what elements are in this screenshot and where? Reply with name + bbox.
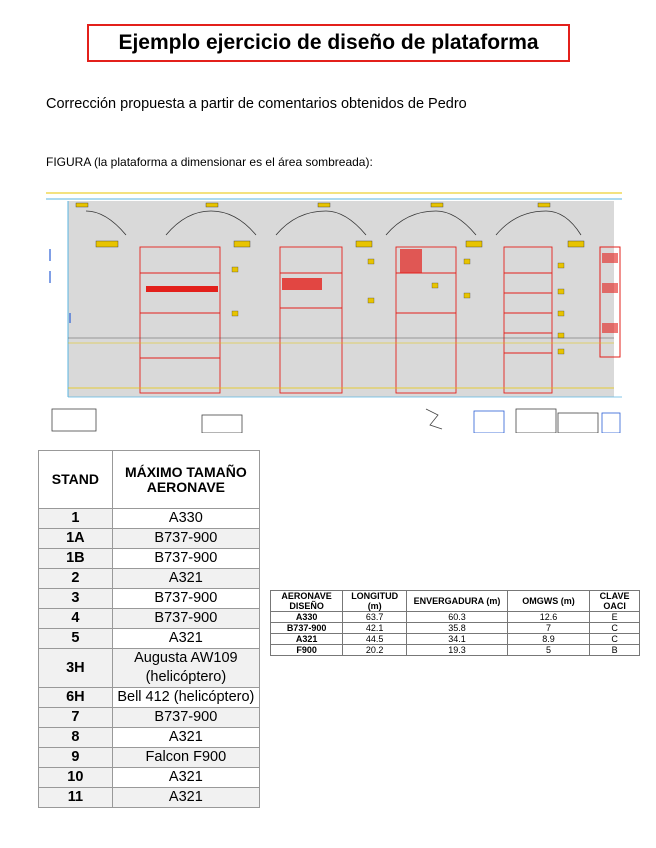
- stand-aircraft-cell: B737-900: [112, 589, 259, 609]
- spec-cell: 20.2: [343, 645, 407, 656]
- stand-row: [39, 529, 260, 549]
- spec-row: [271, 623, 640, 634]
- stand-row: [39, 788, 260, 808]
- spec-cell: C: [590, 634, 640, 645]
- spec-cell: E: [590, 612, 640, 623]
- stand-id-cell: 1B: [39, 549, 113, 569]
- stand-aircraft-cell: A321: [112, 569, 259, 589]
- spec-row: [271, 612, 640, 623]
- spec-cell: 8.9: [507, 634, 589, 645]
- stand-row: [39, 768, 260, 788]
- spec-cell: F900: [271, 645, 343, 656]
- document-title: [87, 24, 570, 62]
- stand-id-cell: 4: [39, 609, 113, 629]
- spec-cell: 35.8: [407, 623, 508, 634]
- stand-aircraft-cell: A321: [112, 728, 259, 748]
- spec-cell: 34.1: [407, 634, 508, 645]
- stand-id-cell: 1A: [39, 529, 113, 549]
- spec-cell: A330: [271, 612, 343, 623]
- max-aircraft-header: MÁXIMO TAMAÑO AERONAVE: [112, 451, 259, 509]
- stand-row: [39, 728, 260, 748]
- stand-id-cell: 5: [39, 629, 113, 649]
- stand-id-cell: 7: [39, 708, 113, 728]
- spec-cell: 63.7: [343, 612, 407, 623]
- stand-row: [39, 549, 260, 569]
- stand-aircraft-cell: B737-900: [112, 708, 259, 728]
- aircraft-spec-table: [270, 590, 640, 656]
- spec-cell: 44.5: [343, 634, 407, 645]
- stand-id-cell: 2: [39, 569, 113, 589]
- stand-row: [39, 609, 260, 629]
- stand-row: [39, 649, 260, 688]
- spec-cell: 42.1: [343, 623, 407, 634]
- spec-header-icao-code: CLAVE OACI: [590, 591, 640, 612]
- spec-cell: B: [590, 645, 640, 656]
- stand-aircraft-cell: Falcon F900: [112, 748, 259, 768]
- stand-row: [39, 688, 260, 708]
- spec-row: [271, 645, 640, 656]
- spec-cell: 12.6: [507, 612, 589, 623]
- stand-id-cell: 3: [39, 589, 113, 609]
- stand-id-cell: 6H: [39, 688, 113, 708]
- stand-row: [39, 509, 260, 529]
- stand-id-cell: 1: [39, 509, 113, 529]
- stand-id-cell: 3H: [39, 649, 113, 688]
- stand-aircraft-cell: B737-900: [112, 609, 259, 629]
- stand-aircraft-cell: A321: [112, 629, 259, 649]
- stand-header: STAND: [39, 451, 113, 509]
- spec-cell: 5: [507, 645, 589, 656]
- stand-row: [39, 589, 260, 609]
- stand-aircraft-cell: A330: [112, 509, 259, 529]
- spec-cell: 7: [507, 623, 589, 634]
- stand-table: [38, 450, 260, 808]
- figure-label: FIGURA (la plataforma a dimensionar es el área sombreada):: [46, 155, 373, 169]
- stand-row: [39, 748, 260, 768]
- spec-header-wingspan: ENVERGADURA (m): [407, 591, 508, 612]
- spec-header-aircraft: AERONAVE DISEÑO: [271, 591, 343, 612]
- subtitle: Corrección propuesta a partir de comentarios obtenidos de Pedro: [46, 96, 467, 112]
- stand-aircraft-cell: B737-900: [112, 549, 259, 569]
- spec-header-length: LONGITUD (m): [343, 591, 407, 612]
- stand-id-cell: 10: [39, 768, 113, 788]
- stand-row: [39, 569, 260, 589]
- spec-cell: B737-900: [271, 623, 343, 634]
- document-title-text: Ejemplo ejercicio de diseño de plataforma: [118, 31, 539, 54]
- stand-id-cell: 9: [39, 748, 113, 768]
- stand-aircraft-cell: Bell 412 (helicóptero): [112, 688, 259, 708]
- stand-row: [39, 708, 260, 728]
- spec-cell: C: [590, 623, 640, 634]
- shaded-apron-area: [68, 201, 614, 397]
- stand-aircraft-cell: Augusta AW109 (helicóptero): [112, 649, 259, 688]
- apron-plan-figure: [46, 183, 622, 433]
- stand-row: [39, 629, 260, 649]
- stand-aircraft-cell: A321: [112, 768, 259, 788]
- stand-aircraft-cell: A321: [112, 788, 259, 808]
- spec-cell: A321: [271, 634, 343, 645]
- stand-aircraft-cell: B737-900: [112, 529, 259, 549]
- spec-header-omgws: OMGWS (m): [507, 591, 589, 612]
- spec-row: [271, 634, 640, 645]
- stand-id-cell: 11: [39, 788, 113, 808]
- spec-cell: 60.3: [407, 612, 508, 623]
- spec-cell: 19.3: [407, 645, 508, 656]
- stand-id-cell: 8: [39, 728, 113, 748]
